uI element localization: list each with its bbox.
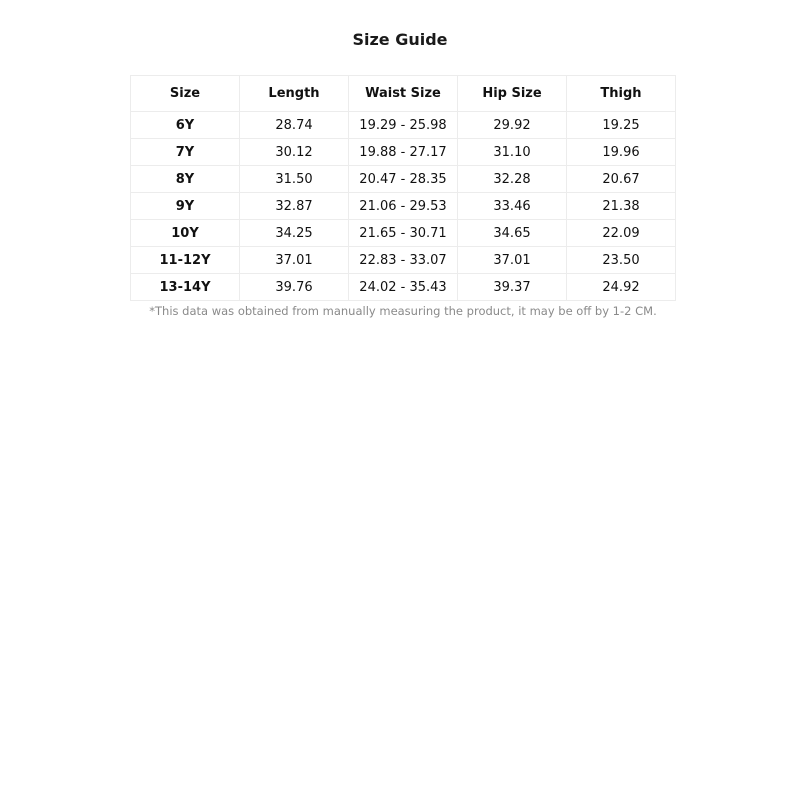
table-cell: 29.92 <box>458 112 567 139</box>
table-cell: 32.28 <box>458 166 567 193</box>
table-cell: 19.88 - 27.17 <box>349 139 458 166</box>
column-header: Length <box>240 76 349 112</box>
table-cell: 22.83 - 33.07 <box>349 247 458 274</box>
table-cell: 22.09 <box>567 220 676 247</box>
table-row <box>131 247 676 274</box>
table-row <box>131 193 676 220</box>
table-row <box>131 166 676 193</box>
table-cell: 19.29 - 25.98 <box>349 112 458 139</box>
table-row <box>131 139 676 166</box>
table-cell: 37.01 <box>458 247 567 274</box>
table-cell: 21.38 <box>567 193 676 220</box>
table-cell: 34.65 <box>458 220 567 247</box>
page-title: Size Guide <box>352 30 448 49</box>
column-header: Hip Size <box>458 76 567 112</box>
table-cell: 23.50 <box>567 247 676 274</box>
column-header: Thigh <box>567 76 676 112</box>
column-header: Waist Size <box>349 76 458 112</box>
table-cell: 19.96 <box>567 139 676 166</box>
table-row <box>131 112 676 139</box>
measurement-note: *This data was obtained from manually measuring the product, it may be off by 1-2 CM. <box>149 304 657 318</box>
table-cell: 31.10 <box>458 139 567 166</box>
size-cell: 13-14Y <box>131 274 240 301</box>
size-cell: 6Y <box>131 112 240 139</box>
table-cell: 30.12 <box>240 139 349 166</box>
size-cell: 8Y <box>131 166 240 193</box>
table-row <box>131 274 676 301</box>
table-cell: 39.37 <box>458 274 567 301</box>
table-cell: 24.92 <box>567 274 676 301</box>
size-guide-table <box>130 75 676 301</box>
column-header: Size <box>131 76 240 112</box>
table-header-row <box>131 76 676 112</box>
table-cell: 39.76 <box>240 274 349 301</box>
size-cell: 9Y <box>131 193 240 220</box>
size-cell: 10Y <box>131 220 240 247</box>
table-cell: 34.25 <box>240 220 349 247</box>
table-cell: 31.50 <box>240 166 349 193</box>
table-cell: 20.47 - 28.35 <box>349 166 458 193</box>
table-cell: 37.01 <box>240 247 349 274</box>
table-cell: 20.67 <box>567 166 676 193</box>
table-row <box>131 220 676 247</box>
table-cell: 24.02 - 35.43 <box>349 274 458 301</box>
table-cell: 33.46 <box>458 193 567 220</box>
table-cell: 28.74 <box>240 112 349 139</box>
table-cell: 21.65 - 30.71 <box>349 220 458 247</box>
table-cell: 32.87 <box>240 193 349 220</box>
table-cell: 19.25 <box>567 112 676 139</box>
table-cell: 21.06 - 29.53 <box>349 193 458 220</box>
size-cell: 11-12Y <box>131 247 240 274</box>
size-cell: 7Y <box>131 139 240 166</box>
